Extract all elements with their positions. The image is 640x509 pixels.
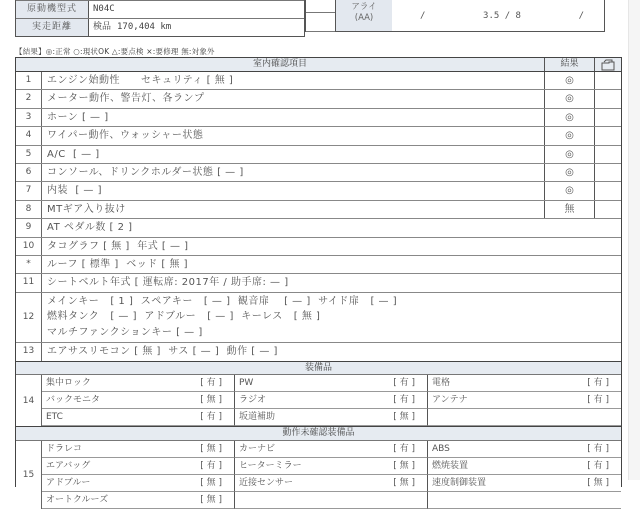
row-text: メーター動作、警告灯、各ランプ xyxy=(47,93,205,105)
check-row xyxy=(16,72,621,90)
air-suspension-row xyxy=(16,343,621,361)
row-text: シートベルト年式 [ 運転席: 2017年 / 助手席: — ] xyxy=(47,277,289,289)
row-number: 1 xyxy=(16,72,42,89)
row-result: 無 xyxy=(544,201,594,218)
item-value: [ 有 ] xyxy=(200,461,222,472)
row-result: ◎ xyxy=(544,164,594,181)
row-text: 内装 [ — ] xyxy=(47,185,103,197)
vertical-scrollbar[interactable] xyxy=(628,0,640,480)
item-value: [ 有 ] xyxy=(587,444,609,455)
row-text: A/C [ — ] xyxy=(47,148,100,160)
equipment-item xyxy=(235,392,428,409)
equipment-item xyxy=(428,392,621,409)
item-name: カーナビ xyxy=(239,444,276,455)
item-value: [ 無 ] xyxy=(393,461,415,472)
item-value: [ 有 ] xyxy=(200,378,222,389)
row-result: ◎ xyxy=(544,109,594,126)
mileage-row xyxy=(16,18,304,36)
item-name: アンテナ xyxy=(432,395,468,406)
equipment-item xyxy=(428,458,621,475)
item-value: [ 無 ] xyxy=(393,478,415,489)
item-name: 集中ロック xyxy=(46,378,91,389)
keys-line-1: メインキー [ 1 ] スペアキー [ — ] 観音扉 [ — ] サイド扉 [ — ] xyxy=(47,295,398,307)
section-number: 14 xyxy=(16,375,42,426)
row-text: ワイパー動作、ウォッシャー状態 xyxy=(47,130,204,142)
unverified-equipment-header: 動作未確認装備品 xyxy=(16,427,621,441)
equipment-item xyxy=(235,409,428,426)
row-number: * xyxy=(16,256,42,273)
equipment-item xyxy=(235,458,428,475)
row-number: 6 xyxy=(16,164,42,181)
interior-header xyxy=(16,58,621,72)
item-name: エアバッグ xyxy=(46,461,91,472)
item-name: オートクルーズ xyxy=(46,495,109,506)
row-icon-cell xyxy=(594,146,621,163)
item-value: [ 無 ] xyxy=(587,478,609,489)
item-name: 速度制御装置 xyxy=(432,478,487,489)
row-icon-cell xyxy=(594,164,621,181)
alignment-left-cells xyxy=(306,0,336,31)
mileage-value-cell xyxy=(89,19,304,36)
equipment-item xyxy=(235,441,428,458)
equipment-item xyxy=(42,475,235,492)
copy-icon[interactable] xyxy=(594,58,621,71)
row-text: エンジン始動性 セキュリティ [ 無 ] xyxy=(47,75,234,86)
check-row xyxy=(16,201,621,219)
row-icon-cell xyxy=(594,109,621,126)
item-value: [ 有 ] xyxy=(393,378,415,389)
item-value: [ 無 ] xyxy=(200,478,222,489)
mileage-value: 170,404 km xyxy=(117,22,172,32)
row-text: MTギア入り抜け xyxy=(47,203,126,215)
keys-lines xyxy=(42,293,621,342)
equipment-section xyxy=(16,375,621,427)
equipment-item xyxy=(428,475,621,492)
result-header: 結果 xyxy=(544,58,594,71)
check-row xyxy=(16,256,621,274)
check-row xyxy=(16,146,621,164)
item-name: 坂道補助 xyxy=(239,412,276,423)
item-value: [ 有 ] xyxy=(393,395,415,406)
equipment-item xyxy=(42,375,235,392)
row-number: 2 xyxy=(16,90,42,107)
vehicle-info-table xyxy=(15,0,305,37)
check-row xyxy=(16,164,621,182)
item-value: [ 無 ] xyxy=(200,495,222,506)
check-row xyxy=(16,127,621,145)
engine-model-row xyxy=(16,0,304,18)
alignment-value-1: / xyxy=(420,10,426,21)
keys-row xyxy=(16,293,621,343)
row-result: ◎ xyxy=(544,90,594,107)
row-number: 8 xyxy=(16,201,42,218)
equipment-item xyxy=(42,392,235,409)
item-name: PW xyxy=(239,378,254,389)
item-value: [ 無 ] xyxy=(200,444,222,455)
row-icon-cell xyxy=(594,182,621,199)
cell xyxy=(306,13,335,32)
row-number: 12 xyxy=(16,293,42,342)
check-row xyxy=(16,219,621,237)
check-row xyxy=(16,90,621,108)
interior-title: 室内確認項目 xyxy=(252,59,307,69)
equipment-item xyxy=(428,375,621,392)
equipment-item xyxy=(235,475,428,492)
item-name: ヒーターミラー xyxy=(239,461,302,472)
alignment-label-line2: (AA) xyxy=(354,13,374,23)
section-number: 15 xyxy=(16,441,42,509)
equipment-item xyxy=(42,441,235,458)
row-text: AT ペダル数 [ 2 ] xyxy=(47,222,133,234)
item-name: ドラレコ xyxy=(46,444,83,455)
row-icon-cell xyxy=(594,90,621,107)
check-row xyxy=(16,109,621,127)
equipment-item xyxy=(428,409,621,426)
item-value: [ 無 ] xyxy=(200,395,222,406)
check-row xyxy=(16,182,621,200)
alignment-box xyxy=(305,0,605,32)
unverified-equipment-section xyxy=(16,441,621,509)
row-number: 13 xyxy=(16,343,42,361)
keys-line-3: マルチファンクションキー [ — ] xyxy=(47,326,203,338)
item-value: [ 有 ] xyxy=(587,461,609,472)
row-text: エアサスリモコン [ 無 ] サス [ — ] 動作 [ — ] xyxy=(47,345,278,357)
row-number: 10 xyxy=(16,238,42,255)
item-name: ABS xyxy=(432,444,450,455)
row-number: 7 xyxy=(16,182,42,199)
row-number: 5 xyxy=(16,146,42,163)
equipment-item xyxy=(42,492,235,509)
item-value: [ 有 ] xyxy=(587,395,609,406)
item-name: バックモニタ xyxy=(46,395,101,406)
row-result: ◎ xyxy=(544,182,594,199)
row-result: ◎ xyxy=(544,146,594,163)
engine-model-value: N04C xyxy=(93,4,115,14)
alignment-values xyxy=(392,0,604,31)
row-number: 9 xyxy=(16,219,42,236)
row-result: ◎ xyxy=(544,127,594,144)
check-row xyxy=(16,238,621,256)
row-number: 4 xyxy=(16,127,42,144)
keys-line-2: 燃料タンク [ — ] アドブルー [ — ] キーレス [ 無 ] xyxy=(47,311,321,323)
mileage-label: 実走距離 xyxy=(16,19,89,36)
item-value: [ 有 ] xyxy=(393,444,415,455)
equipment-item xyxy=(235,492,428,509)
row-result: ◎ xyxy=(544,72,594,89)
mileage-prefix: 検品 xyxy=(93,22,112,32)
interior-rows xyxy=(16,72,621,293)
item-name: 近接センサー xyxy=(239,478,294,489)
equipment-item xyxy=(42,409,235,426)
alignment-value-2: 3.5 / 8 xyxy=(483,10,521,21)
row-icon-cell xyxy=(594,201,621,218)
interior-check-table xyxy=(15,57,622,506)
item-value: [ 無 ] xyxy=(393,412,415,423)
alignment-value-3: / xyxy=(578,10,584,21)
row-text: ルーフ [ 標準 ] ベッド [ 無 ] xyxy=(47,258,189,270)
equipment-item xyxy=(428,492,621,509)
alignment-label-line1: アライ xyxy=(351,2,377,12)
equipment-header: 装備品 xyxy=(16,361,621,375)
item-name: ETC xyxy=(46,412,63,423)
equipment-item xyxy=(235,375,428,392)
row-text: ホーン [ — ] xyxy=(47,111,109,123)
item-value: [ 有 ] xyxy=(587,378,609,389)
cell xyxy=(306,0,335,13)
row-text: コンソール、ドリンクホルダー状態 [ — ] xyxy=(47,166,244,178)
check-row xyxy=(16,274,621,292)
equipment-item xyxy=(42,458,235,475)
unverified-equipment-grid xyxy=(42,441,621,509)
equipment-item xyxy=(428,441,621,458)
item-name: 電格 xyxy=(432,378,451,389)
item-value: [ 有 ] xyxy=(200,412,222,423)
item-name: ラジオ xyxy=(239,395,267,406)
item-name: アドブルー xyxy=(46,478,91,489)
result-legend: 【結果】◎:正常 ○:現状OK △:要点検 ×:要修理 無:対象外 xyxy=(15,47,215,56)
row-number: 11 xyxy=(16,274,42,291)
item-name: 燃焼装置 xyxy=(432,461,469,472)
alignment-label xyxy=(336,0,392,31)
row-number: 3 xyxy=(16,109,42,126)
engine-model-label: 原動機型式 xyxy=(16,1,89,18)
row-icon-cell xyxy=(594,72,621,89)
row-text: タコグラフ [ 無 ] 年式 [ — ] xyxy=(47,240,189,252)
row-icon-cell xyxy=(594,127,621,144)
equipment-grid xyxy=(42,375,621,426)
